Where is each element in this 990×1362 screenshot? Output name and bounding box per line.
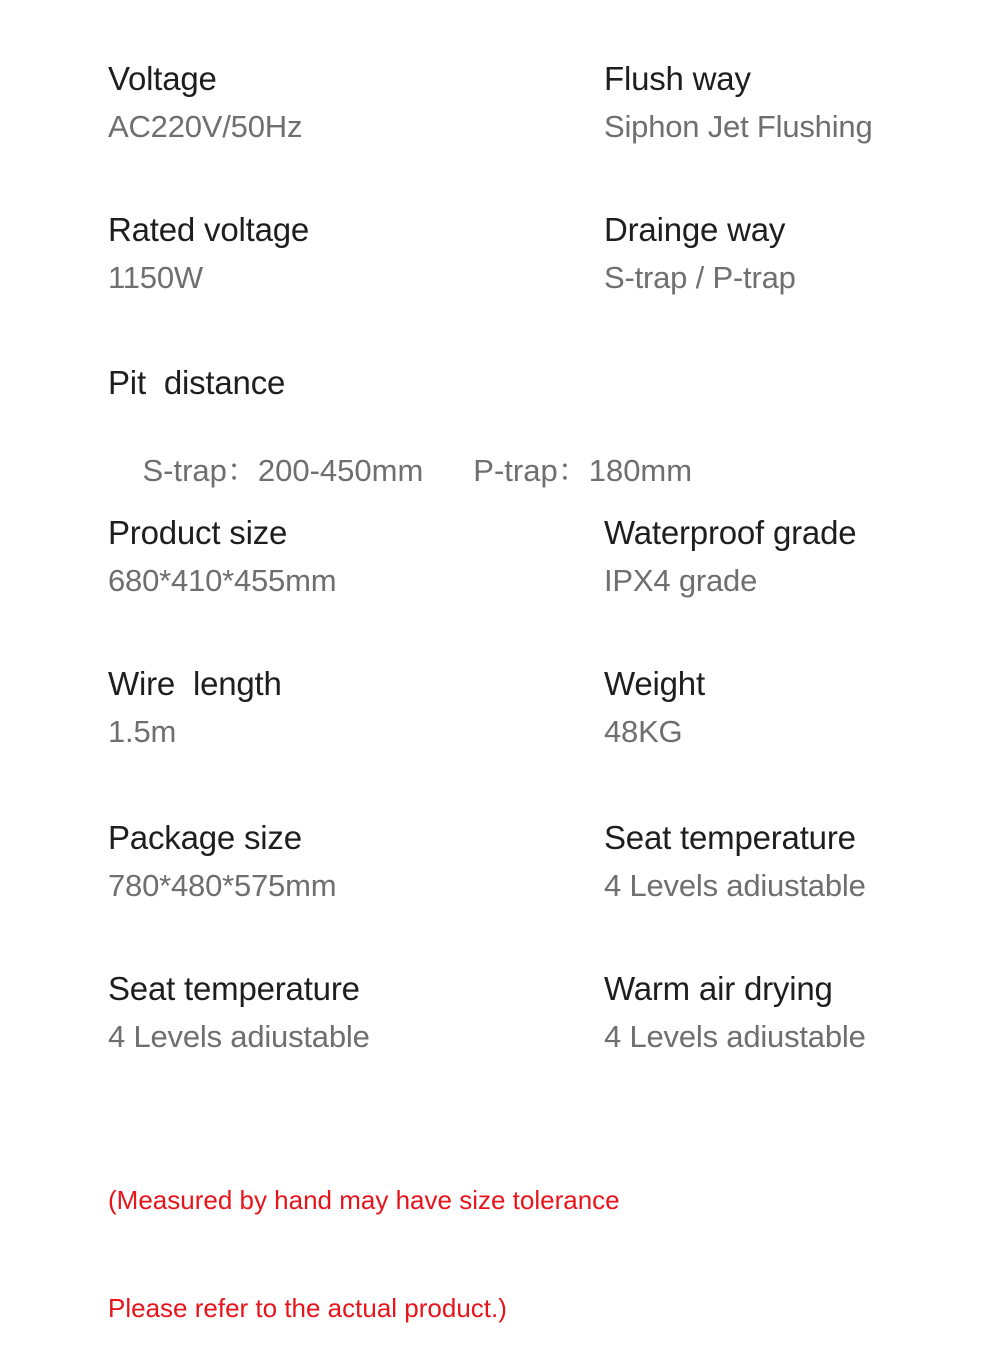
spec-label: Drainge way (604, 211, 786, 248)
spec-label: Pit distance (108, 364, 286, 401)
spec-label: Waterproof grade (604, 514, 857, 551)
spec-label: Wire length (108, 665, 282, 702)
spec-label: Seat temperature (108, 970, 360, 1007)
spec-value: 4 Levels adiustable (108, 1019, 370, 1054)
note-line-2: Please refer to the actual product.) (108, 1293, 507, 1323)
spec-label: Flush way (604, 60, 751, 97)
spec-value: IPX4 grade (604, 563, 758, 598)
spec-weight (604, 664, 990, 752)
pit-distance-s-trap: S-trap：200-450mm (142, 453, 424, 488)
spec-drainage-way (604, 210, 990, 298)
spec-label: Voltage (108, 60, 217, 97)
spec-warm-air-drying (604, 969, 990, 1057)
spec-waterproof-grade (604, 513, 990, 601)
spec-label: Product size (108, 514, 288, 551)
spec-package-size (108, 818, 528, 906)
spec-rated-voltage (108, 210, 528, 298)
spec-label: Warm air drying (604, 970, 833, 1007)
spec-voltage (108, 59, 528, 147)
spec-wire-length (108, 664, 528, 752)
spec-value: 4 Levels adiustable (604, 868, 866, 903)
spec-value: AC220V/50Hz (108, 109, 303, 144)
spec-value: S-trap / P-trap (604, 260, 796, 295)
spec-value: Siphon Jet Flushing (604, 109, 873, 144)
spec-label: Weight (604, 665, 705, 702)
spec-value: 680*410*455mm (108, 563, 337, 598)
spec-label: Seat temperature (604, 819, 856, 856)
spec-value: 1150W (108, 260, 203, 295)
spec-seat-temperature-left (108, 969, 528, 1057)
spec-flush-way (604, 59, 990, 147)
pit-distance-p-trap: P-trap：180mm (473, 453, 693, 488)
spec-value: 48KG (604, 714, 683, 749)
note-line-1: (Measured by hand may have size tolerance (108, 1185, 620, 1215)
spec-product-size (108, 513, 528, 601)
spec-label: Package size (108, 819, 302, 856)
spec-seat-temperature-right (604, 818, 990, 906)
spec-value: 1.5m (108, 714, 177, 749)
spec-value: 780*480*575mm (108, 868, 337, 903)
spec-pit-distance (108, 363, 908, 531)
spec-value: 4 Levels adiustable (604, 1019, 866, 1054)
spec-label: Rated voltage (108, 211, 310, 248)
size-tolerance-note (108, 1110, 620, 1362)
